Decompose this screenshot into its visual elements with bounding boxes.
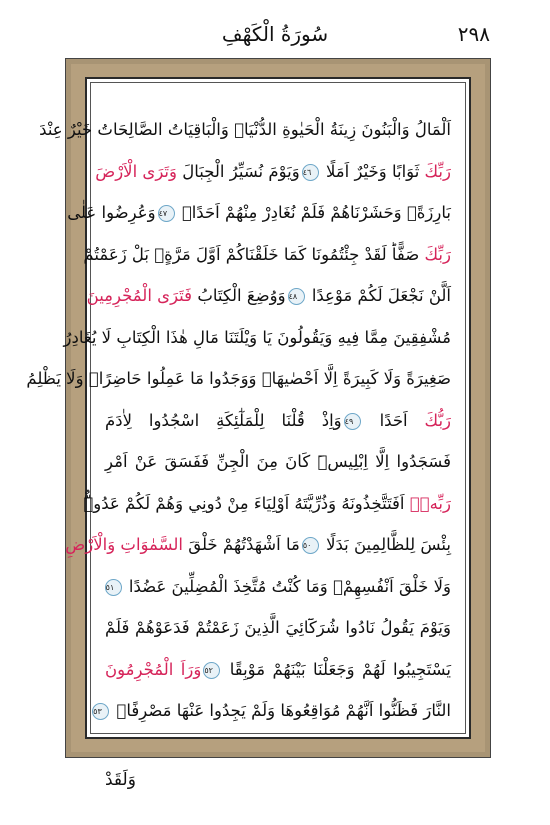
text-line <box>93 690 451 732</box>
text-line <box>65 524 451 566</box>
ayah-number-marker: ٥١ <box>105 579 122 596</box>
verse-text: وَاِذْ قُلْنَا لِلْمَلٰٓئِكَةِ اسْجُدُوا لِاٰدَمَ <box>105 410 342 430</box>
ayah-number-marker: ٥٠ <box>302 537 319 554</box>
ayah-number-marker: ٤٦ <box>302 164 319 181</box>
verse-text: اَلَّنْ نَجْعَلَ لَكُمْ مَوْعِدًا <box>311 286 451 305</box>
verse-text: اَلْمَالُ وَالْبَنُونَ زِينَةُ الْحَيٰوةِ الدُّنْيَاۚ وَالْبَاقِيَاتُ الصَّالِحَاتُ خَيْرٌ عِنْدَ <box>39 120 451 139</box>
text-line <box>26 358 451 400</box>
verse-text: ثَوَابًا وَخَيْرٌ اَمَلًا <box>325 161 420 181</box>
verse-text: بِئْسَ لِلظَّالِمِينَ بَدَلًا <box>326 535 451 554</box>
ayah-number-marker: ٤٩ <box>344 413 361 430</box>
highlighted-text: وَتَرَى الْاَرْضَ <box>95 161 177 181</box>
text-line <box>105 441 451 483</box>
highlighted-text: رَبُّكَ <box>424 410 452 430</box>
verse-text: وَوُضِعَ الْكِتَابُ <box>197 286 286 305</box>
verse-text: يَسْتَجِيبُوا لَهُمْ وَجَعَلْنَا بَيْنَهُمْ مَوْبِقًا <box>229 659 451 679</box>
verse-text: وَلَا خَلْقَ اَنْفُسِهِمْۖ وَمَا كُنْتُ مُتَّخِذَ الْمُضِلِّينَ عَضُدًا <box>128 576 451 596</box>
text-line <box>67 192 451 234</box>
page-frame <box>26 58 491 758</box>
text-lines <box>26 109 452 721</box>
verse-text: وَيَوْمَ نُسَيِّرُ الْجِبَالَ <box>182 161 300 181</box>
highlighted-text: فَتَرَى الْمُجْرِمِينَ <box>86 286 193 305</box>
text-line <box>105 566 451 608</box>
verse-text: وَعُرِضُوا عَلٰى <box>67 203 156 222</box>
verse-text: صَغِيرَةً وَلَا كَبِيرَةً اِلَّا اَحْصٰيهَاۚ وَوَجَدُوا مَا عَمِلُوا حَاضِرًاۜ وَلَا يَظْلِمُ <box>26 369 451 388</box>
verse-text: وَيَوْمَ يَقُولُ نَادُوا شُرَكَٓائِيَ الَّذِينَ زَعَمْتُمْ فَدَعَوْهُمْ فَلَمْ <box>105 618 451 637</box>
verse-text: اَحَدًا <box>379 410 408 430</box>
ayah-number-marker: ٤٧ <box>158 205 175 222</box>
text-line <box>86 275 451 317</box>
highlighted-text: السَّمٰوَاتِ وَالْاَرْضِ <box>65 535 183 554</box>
frame-border <box>26 64 485 752</box>
text-line <box>95 151 451 193</box>
verse-text: اَفَتَتَّخِذُونَهُ وَذُرِّيَّتَهُ اَوْلِيَاءَ مِنْ دُونِي وَهُمْ لَكُمْ عَدُوٌّۜ <box>83 493 405 513</box>
surah-title: سُورَةُ الْكَهْفِ <box>221 22 329 46</box>
highlighted-text: رَبِّكَ <box>424 161 451 181</box>
highlighted-text: وَرَاَ الْمُجْرِمُونَ <box>105 659 202 679</box>
verse-text: صَفًّاؕ لَقَدْ جِئْتُمُونَا كَمَا خَلَقْنَاكُمْ اَوَّلَ مَرَّةٍۘ بَلْ زَعَمْتُمْ <box>83 244 420 264</box>
text-line <box>105 400 451 442</box>
page-number: ٢٩٨ <box>457 22 490 46</box>
text-line <box>105 607 451 649</box>
text-line <box>83 234 451 276</box>
text-line <box>63 317 451 359</box>
verse-text: مَا اَشْهَدْتُهُمْ خَلْقَ <box>188 535 300 554</box>
verse-text: مُشْفِقِينَ مِمَّا فِيهِ وَيَقُولُونَ يَا وَيْلَتَنَا مَالِ هٰذَا الْكِتَابِ لَا يُغَادِرُ <box>63 327 451 347</box>
highlighted-text: رَبِّكَ <box>424 244 451 264</box>
text-panel <box>26 77 471 739</box>
text-line <box>105 649 451 691</box>
text-line <box>83 483 451 525</box>
highlighted-text: رَبِّهٖۜ <box>409 493 451 513</box>
verse-text: النَّارَ فَظَنُّوا اَنَّهُمْ مُوَاقِعُوهَا وَلَمْ يَجِدُوا عَنْهَا مَصْرِفًاۜ <box>116 701 451 720</box>
page-header <box>60 22 490 52</box>
verse-text: بَارِزَةًۙ وَحَشَرْنَاهُمْ فَلَمْ نُغَادِرْ مِنْهُمْ اَحَدًاۚ <box>181 203 451 222</box>
catchword: وَلَقَدْ <box>105 770 136 790</box>
verse-text: فَسَجَدُوا اِلَّا اِبْلِيسَۜ كَانَ مِنَ الْجِنِّ فَفَسَقَ عَنْ اَمْرِ <box>105 452 451 471</box>
text-line <box>39 109 451 151</box>
ayah-number-marker: ٥٢ <box>203 662 220 679</box>
ayah-number-marker: ٥٣ <box>92 703 109 720</box>
ayah-number-marker: ٤٨ <box>288 288 305 305</box>
